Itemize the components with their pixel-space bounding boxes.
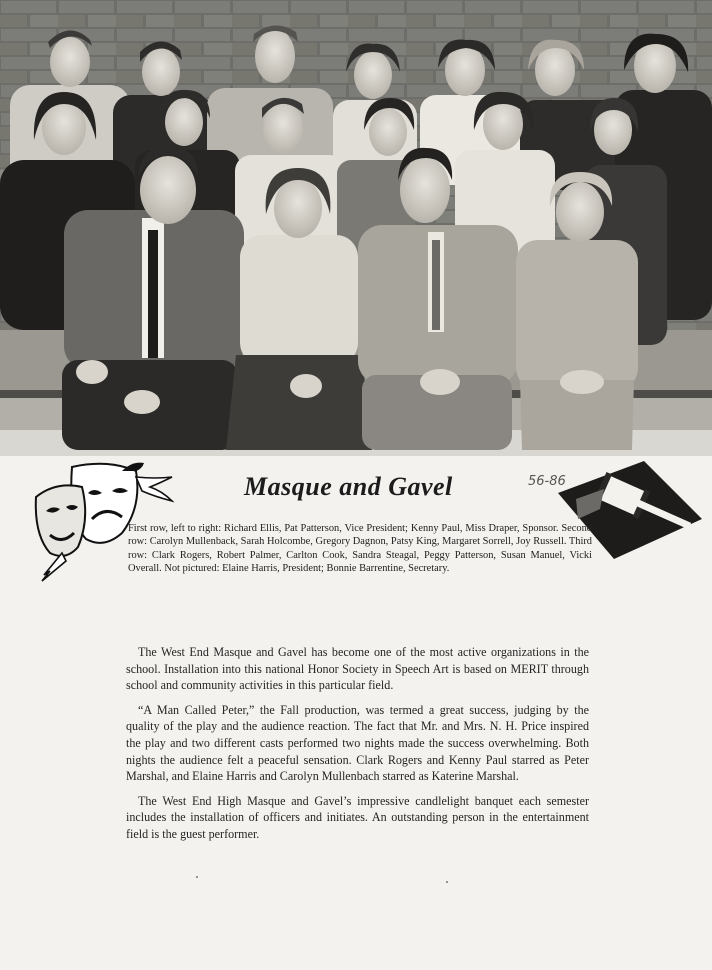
body-paragraph: “A Man Called Peter,” the Fall production, was termed a great success, judging by the quality of the play and the audience reaction. The fact that Mr. and Mrs. N. H. Price inspired the play and two different casts performed two nights made the success overwhelming. Both nights the audience felt a peaceful sensation. Clark Rogers and Kenny Paul starred as Peter Marshal, and Elaine Harris and Carolyn Mullenbach starred as Katerine Marshal. [126, 702, 589, 784]
print-speck [446, 881, 448, 883]
photo-caption: First row, left to right: Richard Ellis, Pat Patterson, Vice President; Kenny Paul, Miss Draper, Sponsor. Second row: Carolyn Mullenback, Sarah Holcombe, Gregory Dagnon, Patsy King, Margaret Sorrell, Joy Russell. Third row: Clark Rogers, Robert Palmer, Carlton Cook, Sandra Steagal, Peggy Patterson, Susan Manuel, Vicki Overall. Not pictured: Elaine Harris, President; Bonnie Barrentine, Secretary. [128, 523, 592, 575]
handwritten-page-number: 56-86 [528, 474, 566, 489]
article-body [126, 644, 589, 851]
group-photo-illustration [0, 0, 712, 456]
body-paragraph: The West End High Masque and Gavel’s impressive candlelight banquet each semester includes the installation of officers and initiates. An outstanding person in the entertainment field is the guest performer. [126, 793, 589, 841]
print-speck [196, 876, 198, 878]
page-title: Masque and Gavel [244, 472, 453, 501]
body-paragraph: The West End Masque and Gavel has become one of the most active organizations in the school. Installation into this national Honor Society in Speech Art is based on MERIT through school and community activities in this particular field. [126, 645, 589, 693]
group-photo [0, 0, 712, 456]
